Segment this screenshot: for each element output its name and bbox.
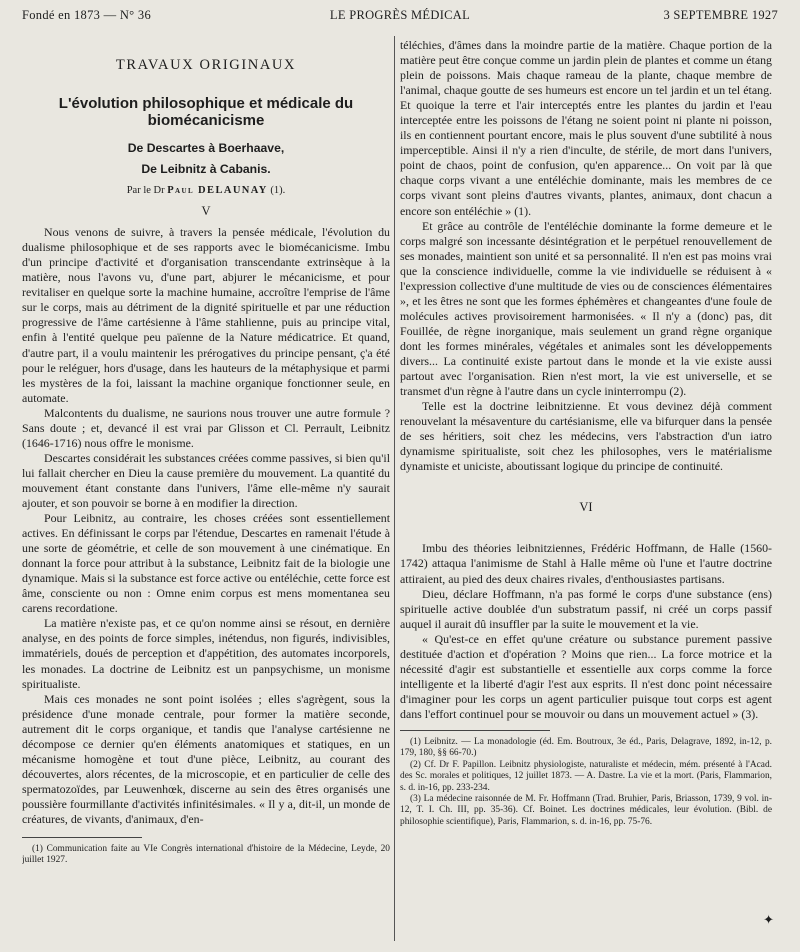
paragraph: Dieu, déclare Hoffmann, n'a pas formé le corps d'une substance (ens) spirituelle active doublée d'un substratum passif, ni créé un corps passif auquel il aurait dû insuffler par la suite le mouvement et la vie. <box>400 586 772 631</box>
article-subtitle-2: De Leibnitz à Cabanis. <box>141 162 271 177</box>
byline-note: (1). <box>270 185 286 197</box>
footnote: (1) Communication faite au VIe Congrès international d'histoire de la Médecine, Leyde, 20 juillet 1927. <box>22 844 390 866</box>
footnote: (1) Leibnitz. — La monadologie (éd. Em. Boutroux, 3e éd., Paris, Delagrave, 1892, in-12, p. 179, 180, §§ 66-70.) <box>400 736 772 759</box>
article-subtitle-1: De Descartes à Boerhaave, <box>127 141 285 156</box>
right-column <box>400 38 772 946</box>
paragraph: Imbu des théories leibnitziennes, Frédéric Hoffmann, de Halle (1560-1742) attaqua l'animisme de Stahl à Halle même où l'une et l'autre doctrine attiraient, au pied des deux chaires rivales, d'enthousiastes partisans. <box>400 541 772 586</box>
paragraph: La matière n'existe pas, et ce qu'on nomme ainsi se résout, en dernière analyse, en des points de force simples, inétendus, non figurés, indivisibles, immatériels, doués de perception et d'appétition, des automates incorporels, les monades. La doctrine de Leibnitz est un panpsychisme, un monisme spiritualiste. <box>22 616 390 691</box>
byline-prefix: Par le Dr <box>126 185 165 197</box>
ornament-icon: ✦ <box>763 912 774 927</box>
paragraph: téléchies, d'âmes dans la moindre partie de la matière. Chaque portion de la matière peut être conçue comme un jardin plein de plantes et comme un étang plein de poissons. Mais chaque rameau de la plante, chaque membre de l'animal, chaque goutte de ses humeurs est encore un tel jardin et un tel étang. Et quoique la terre et l'air interceptés entre les plantes du jardin et l'eau interceptée entre les poissons de l'étang ne soient point ni plante ni poisson, ils en contiennent pourtant encore, mais le plus souvent d'une subtilité à nous imperceptible. Ainsi il n'y a rien d'inculte, de stérile, de mort dans l'univers, point de chaos, point de confusion, qu'en apparence... On voit par là que chaque corps vivant a une entéléchie dominante, mais les membres de ce corps vivant sont pleins d'autres vivants, plantes, animaux, dont chacun a encore son entéléchie » (1). <box>400 38 772 218</box>
paragraph: Descartes considérait les substances créées comme passives, si bien qu'il lui fallait chercher en Dieu la cause première du mouvement. La quantité du mouvement étant constante dans l'univers, l'âme elle-même n'y saurait ajouter, et son pouvoir se borne à en modifier la direction. <box>22 450 390 510</box>
paragraph: Nous venons de suivre, à travers la pensée médicale, l'évolution du dualisme philosophique et de ses rapports avec le biomécanicisme. Imbu d'un principe d'activité et d'organisation transcendante extrinsèque à la matière, nous l'avons vu, d'une part, abjurer le mécanicisme, et pour revitaliser en quelque sorte la machine humaine, accroître l'emprise de l'âme sur le corps, mais au détriment de la dignité spirituelle et par une réduction progressive de l'âme cartésienne à l'âme stahlienne, puis au principe vital, enfin à l'entité quelque peu païenne de la Nature médicatrice. Et quand, d'autre part, il a voulu maintenir les prérogatives du principe pensant, ç'a été pour le reléguer, hors d'usage, dans les hauteurs de la métaphysique et parmi les mystères de la foi, laissant la machine organique fonctionner seule, en automate. <box>22 225 390 405</box>
column-divider <box>394 36 395 941</box>
header-date: 3 SEPTEMBRE 1927 <box>663 8 778 22</box>
paragraph: Malcontents du dualisme, ne saurions nous trouver une autre formule ? Sans doute ; et, devancé il est vrai par Glisson et Cl. Perrault, Leibnitz (1646-1716) nous offre le monisme. <box>22 405 390 450</box>
author-name: Paul DELAUNAY <box>167 185 268 197</box>
footnote-rule <box>400 730 550 731</box>
left-column <box>22 38 390 946</box>
running-head <box>22 8 778 26</box>
article-title: L'évolution philosophique et médicale du biomécanicisme <box>58 95 354 130</box>
paragraph: Telle est la doctrine leibnitzienne. Et vous devinez déjà comment renouvelant la mésaventure du cartésianisme, elle va bifurquer dans la pensée de ses héritiers, soit chez les médecins, vers l'abstraction d'un iatro dynamisme spiritualiste, soit chez les philosophes, vers le matérialisme dynamiste et uniciste, aboutissant logique du principe de continuité. <box>400 399 772 474</box>
paragraph: Pour Leibnitz, au contraire, les choses créées sont essentiellement actives. En définissant le corps par l'étendue, Descartes en ramenait l'étude à une sorte de géométrie, et celle de son mouvement à une cinématique. En donnant la force pour attribut à la substance, Leibnitz fait de la biologie une dynamique. Mais si la substance est force active ou entéléchie, cette force est âme, consciente ou non : Omne enim corpus est mens momentanea seu carens recordatione. <box>22 511 390 616</box>
section-title: TRAVAUX ORIGINAUX <box>115 57 297 73</box>
part-number: V <box>201 204 211 219</box>
paragraph: « Qu'est-ce en effet qu'une créature ou substance purement passive destituée d'action et d'opération ? Moins que rien... La force motrice et la nécessité d'agir est substantielle et essentielle aux corps comme la force intelligente et la liberté d'agir l'est aux esprits. Il n'est donc point nécessaire d'imaginer pour les corps un agent particulier puisque tout corps est agent dans l'effort continuel pour se mouvoir ou dans un mouvement actuel » (3). <box>400 631 772 721</box>
paragraph: Et grâce au contrôle de l'entéléchie dominante la forme demeure et le corps malgré son incessante désintégration et le perpétuel renouvellement de ses monades, maintient son unité et sa personnalité. Il n'en est pas moins vrai que la conscience individuelle, comme la vie individuelle se réduisent à « l'expression collective d'une multitude de vies ou de consciences élémentaires », et les êtres ne sont que les formes éphémères et changeantes d'une foule de molécules actives provisoirement harmonisées. « Il n'y a (donc) pas, dit Fouillée, de règne inorganique, mais seulement un grand règne organique dont les formes minérales, végétales et animales sont les développements divers... La continuité existe partout dans le monde et la vie existe aussi partout avec l'organisation. Rien n'est mort, la vie est universelle, et se transmet d'un règne à l'autre dans un cycle ininterrompu (2). <box>400 218 772 399</box>
part-number: VI <box>579 500 593 515</box>
footnote: (2) Cf. Dr F. Papillon. Leibnitz physiologiste, naturaliste et médecin, mém. présenté à l'Acad. des Sc. morales et politiques, 12 juillet 1873. — A. Dastre. La vie et la mort. (Paris, Flammarion, s. d. in-16, pp. 233-234. <box>400 759 772 793</box>
header-journal-title: LE PROGRÈS MÉDICAL <box>329 8 471 22</box>
footnote-rule <box>22 837 142 838</box>
header-founded: Fondé en 1873 — N° 36 <box>22 8 151 22</box>
paragraph: Mais ces monades ne sont point isolées ; elles s'agrègent, sous la présidence d'une monade centrale, pour former la matière seconde, autrement dit le corps organique, et tandis que l'analyse cartésienne ne décompose ce dernier qu'en éléments anatomiques et statiques, en un mécanisme homogène et tout d'une pièce, Leibnitz, au courant des découvertes, alors récentes, de la microscopie, et en particulier de celle des spermatozoïdes, par Leuwenhœk, discerne au sein des êtres organisés une poussière fourmillante d'activités infinitésimales. « Il y a, dit-il, un monde de créatures, de vivants, d'animaux, d'en- <box>22 691 390 826</box>
byline <box>22 183 390 198</box>
footnote: (3) La médecine raisonnée de M. Fr. Hoffmann (Trad. Bruhier, Paris, Briasson, 1739, 9 vol. in-12, T. I. Ch. III, pp. 35-36). Cf. Boinet. Les doctrines médicales, leur évolution. (Bibl. de philosophie scientifique), Paris, Flammarion, s. d. in-16, pp. 75-76. <box>400 794 772 827</box>
